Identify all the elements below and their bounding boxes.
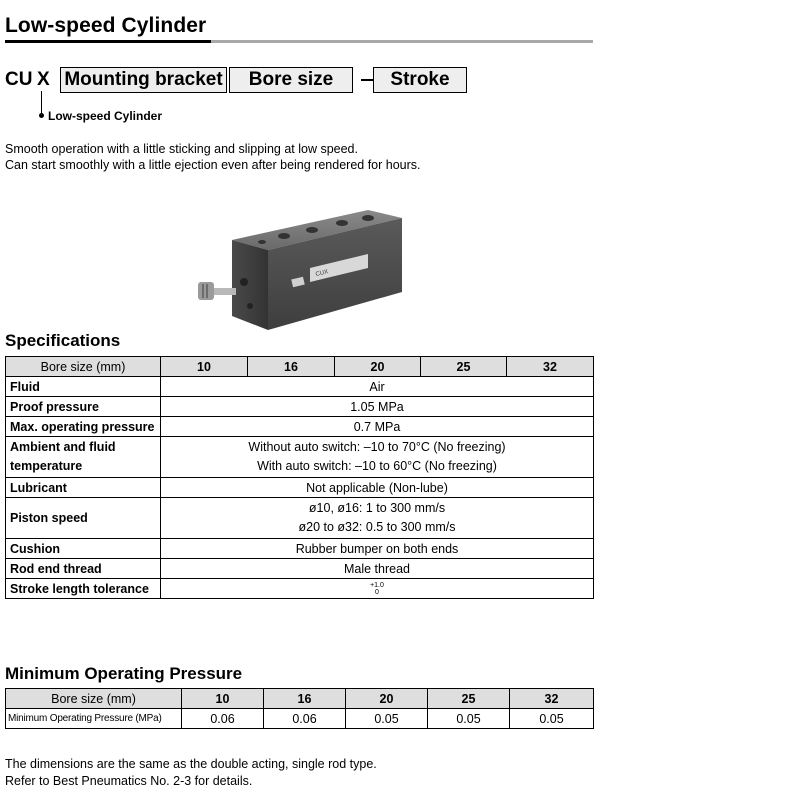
row-label: Minimum Operating Pressure (MPa) [6,709,182,729]
cylinder-end-face [232,240,268,330]
pressure-value: 0.06 [182,709,264,729]
row-label: Piston speed [6,498,161,539]
footer-note [5,756,377,790]
stroke-box: Stroke [373,67,467,93]
mounting-hole [258,240,266,244]
row-label: Fluid [6,377,161,397]
table-row [6,709,594,729]
model-dash [361,79,373,81]
model-prefix: CU [5,69,33,90]
footer-line: The dimensions are the same as the double acting, single rod type. [5,757,377,771]
table-row [6,498,594,539]
table-row [6,579,594,599]
row-label: Ambient and fluid temperature [6,437,161,478]
tolerance-upper: +1.0 [370,581,384,589]
pressure-value: 0.06 [264,709,346,729]
title-rule [211,40,593,43]
label-plate-text: CUX [315,269,329,278]
value-line: Without auto switch: –10 to 70°C (No freezing) [248,440,506,454]
row-value: 0.7 MPa [161,417,594,437]
specifications-table [5,356,594,599]
rod-nut-thread [202,284,204,298]
port-icon [240,278,248,286]
table-row [6,417,594,437]
table-row [6,437,594,478]
bore-20: 20 [346,689,428,709]
bore-size-header: Bore size (mm) [6,357,161,377]
callout-label: Low-speed Cylinder [48,109,163,123]
bore-16: 16 [248,357,335,377]
bore-32: 32 [510,689,594,709]
tolerance-value [370,582,384,596]
bore-size-box: Bore size [229,67,353,93]
port-icon [247,303,253,309]
bore-16: 16 [264,689,346,709]
mounting-bracket-box: Mounting bracket [60,67,227,93]
description-line: Can start smoothly with a little ejection even after being rendered for hours. [5,158,421,172]
tolerance-lower: 0 [375,588,379,596]
row-label: Lubricant [6,478,161,498]
description [5,141,421,173]
bore-25: 25 [421,357,507,377]
table-row [6,539,594,559]
value-line: ø20 to ø32: 0.5 to 300 mm/s [298,520,456,534]
table-row [6,397,594,417]
bore-25: 25 [428,689,510,709]
callout-line [41,91,42,115]
table-row [6,377,594,397]
footer-line: Refer to Best Pneumatics No. 2-3 for details. [5,774,253,788]
mounting-hole [306,227,318,233]
table-row [6,559,594,579]
page-title: Low-speed Cylinder [5,14,207,37]
min-pressure-table [5,688,594,729]
value-line: With auto switch: –10 to 60°C (No freezing) [257,459,497,473]
row-value: Male thread [161,559,594,579]
bore-size-header: Bore size (mm) [6,689,182,709]
row-label: Stroke length tolerance [6,579,161,599]
row-value [161,498,594,539]
min-pressure-title: Minimum Operating Pressure [5,664,243,683]
row-label: Cushion [6,539,161,559]
bore-32: 32 [507,357,594,377]
description-line: Smooth operation with a little sticking and slipping at low speed. [5,142,358,156]
row-value [161,437,594,478]
row-value: 1.05 MPa [161,397,594,417]
row-value: Rubber bumper on both ends [161,539,594,559]
bore-10: 10 [161,357,248,377]
model-letter: X [37,69,50,90]
mounting-hole [278,233,290,239]
pressure-value: 0.05 [346,709,428,729]
row-label: Max. operating pressure [6,417,161,437]
row-value: Not applicable (Non-lube) [161,478,594,498]
mounting-hole [362,215,374,221]
value-line: ø10, ø16: 1 to 300 mm/s [308,501,446,515]
callout-dot [39,113,44,118]
bore-10: 10 [182,689,264,709]
row-value [161,579,594,599]
cylinder-photo [192,196,408,334]
table-header-row [6,357,594,377]
title-underline [5,40,211,43]
specifications-title: Specifications [5,331,121,350]
mounting-hole [336,220,348,226]
row-label: Rod end thread [6,559,161,579]
row-value: Air [161,377,594,397]
table-row [6,478,594,498]
row-label: Proof pressure [6,397,161,417]
bore-20: 20 [335,357,421,377]
pressure-value: 0.05 [510,709,594,729]
rod-nut-thread [206,284,208,298]
pressure-value: 0.05 [428,709,510,729]
table-header-row [6,689,594,709]
